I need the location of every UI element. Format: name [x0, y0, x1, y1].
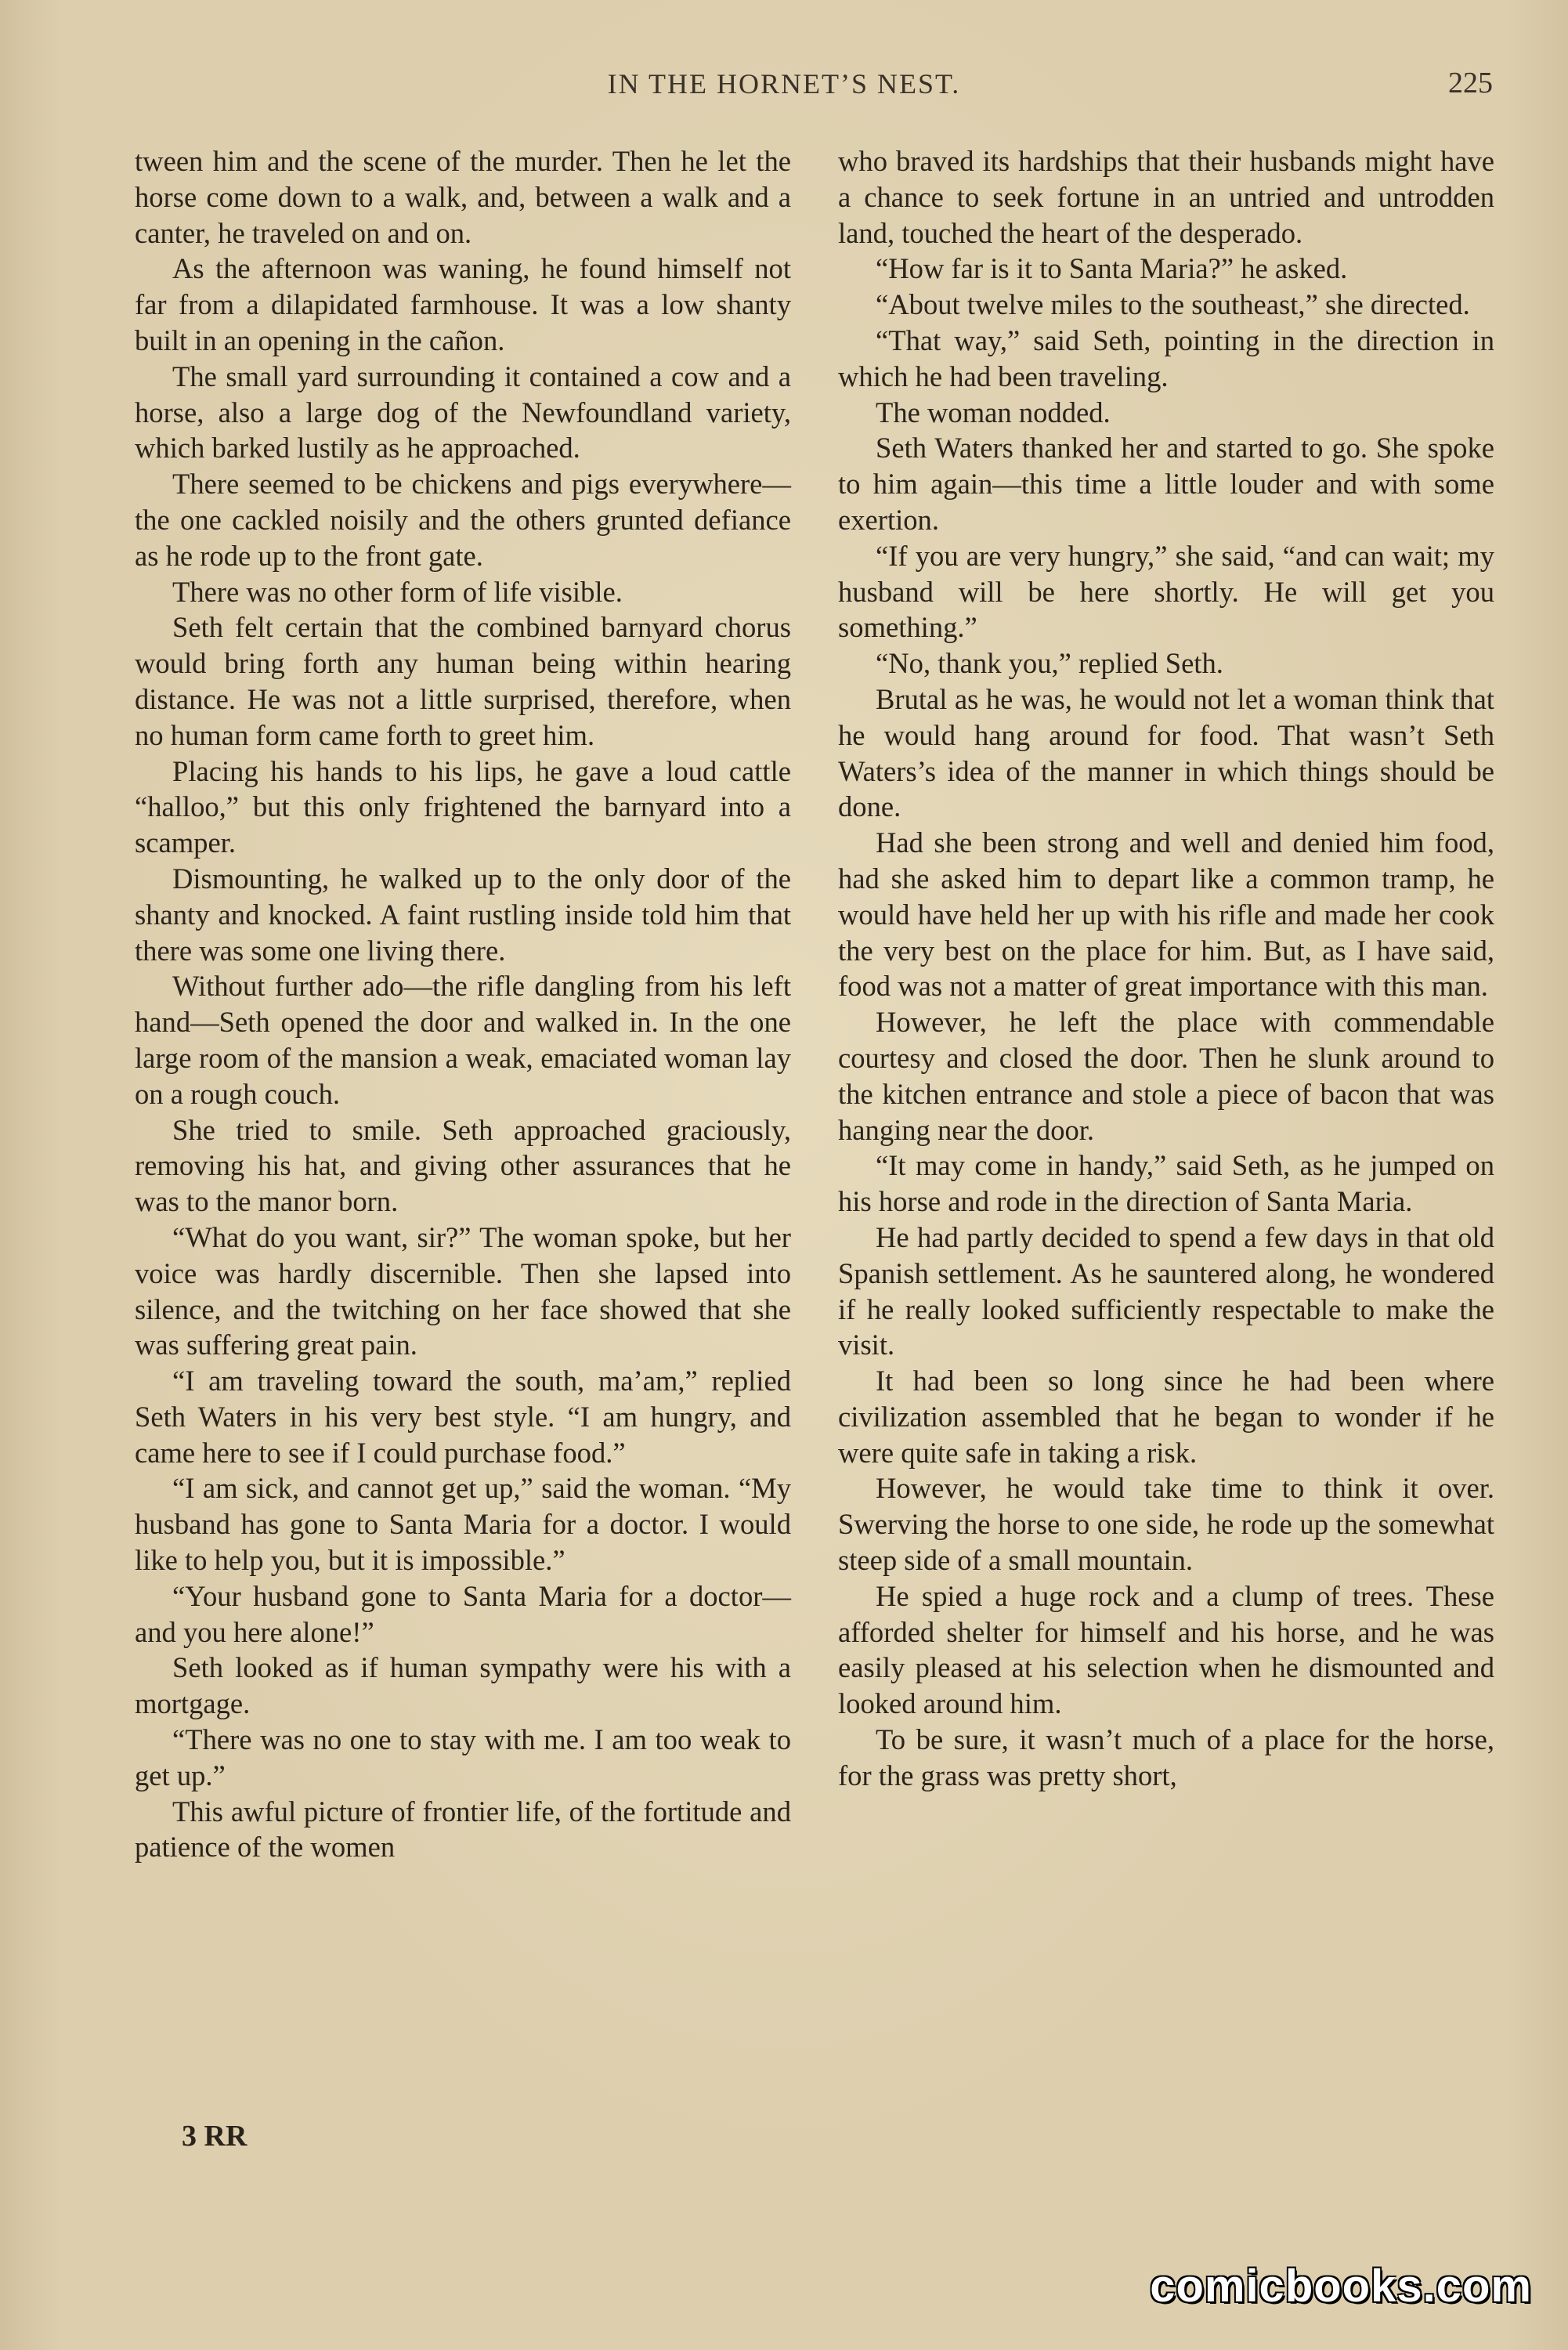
- paragraph: “How far is it to Santa Maria?” he asked.: [876, 252, 1348, 285]
- paragraph: “I am sick, and cannot get up,” said the woman. “My husband has gone to Santa Maria for a doctor. I would like to help you, but it is impossible.”: [135, 1472, 791, 1577]
- paragraph: The woman nodded.: [876, 396, 1111, 428]
- paragraph: “What do you want, sir?” The woman spoke, but her voice was hardly discernible. Then she lapsed into silence, and the twitching on her face showed that she was suffering great pain.: [135, 1220, 791, 1361]
- paragraph: The small yard surrounding it contained a cow and a horse, also a large dog of the Newfoundland variety, which barked lustily as he approached.: [135, 360, 791, 465]
- paragraph: “I am traveling toward the south, ma’am,” replied Seth Waters in his very best style. “I am hungry, and came here to see if I could purchase food.”: [135, 1365, 791, 1469]
- paragraph: Had she been strong and well and denied him food, had she asked him to depart like a common tramp, he would have held her up with his rifle and made her cook the very best on the place for him. But, as I have said, food was not a matter of great importance with this man.: [838, 826, 1494, 1003]
- watermark: comicbooks.com: [1150, 2261, 1532, 2312]
- paragraph: “About twelve miles to the southeast,” she directed.: [876, 288, 1470, 321]
- right-text-column: [838, 143, 1494, 1794]
- paragraph: However, he would take time to think it over. Swerving the horse to one side, he rode up the somewhat steep side of a small mountain.: [838, 1472, 1494, 1577]
- page-number: 225: [1448, 67, 1493, 99]
- paragraph: It had been so long since he had been where civilization assembled that he began to wonder if he were quite safe in taking a risk.: [838, 1365, 1494, 1469]
- paragraph: “It may come in handy,” said Seth, as he jumped on his horse and rode in the direction of Santa Maria.: [838, 1149, 1494, 1218]
- paragraph: Seth looked as if human sympathy were his with a mortgage.: [135, 1651, 791, 1720]
- paragraph: who braved its hardships that their husbands might have a chance to seek fortune in an untried and untrodden land, touched the heart of the desperado.: [838, 145, 1494, 249]
- paragraph: “No, thank you,” replied Seth.: [876, 647, 1223, 680]
- paragraph: This awful picture of frontier life, of the fortitude and patience of the women: [135, 1795, 791, 1864]
- paragraph: “If you are very hungry,” she said, “and can wait; my husband will be here shortly. He will get you something.”: [838, 539, 1494, 644]
- paragraph: There was no other form of life visible.: [172, 575, 623, 608]
- paragraph: “Your husband gone to Santa Maria for a doctor—and you here alone!”: [135, 1579, 791, 1648]
- left-text-column: [135, 143, 791, 1865]
- running-head: IN THE HORNET’S NEST.: [607, 68, 961, 99]
- signature-mark: 3 RR: [182, 2120, 247, 2153]
- paragraph: Seth felt certain that the combined barnyard chorus would bring forth any human being within hearing distance. He was not a little surprised, therefore, when no human form came forth to greet him.: [135, 611, 791, 751]
- paragraph: Dismounting, he walked up to the only door of the shanty and knocked. A faint rustling inside told him that there was some one living there.: [135, 862, 791, 967]
- paragraph: Placing his hands to his lips, he gave a loud cattle “halloo,” but this only frightened the barnyard into a scamper.: [135, 754, 791, 859]
- paragraph: Without further ado—the rifle dangling from his left hand—Seth opened the door and walked in. In the one large room of the mansion a weak, emaciated woman lay on a rough couch.: [135, 970, 791, 1110]
- paragraph: To be sure, it wasn’t much of a place for the horse, for the grass was pretty short,: [838, 1723, 1494, 1791]
- paragraph: Seth Waters thanked her and started to go. She spoke to him again—this time a little louder and with some exertion.: [838, 432, 1494, 536]
- paragraph: However, he left the place with commendable courtesy and closed the door. Then he slunk around to the kitchen entrance and stole a piece of bacon that was hanging near the door.: [838, 1006, 1494, 1146]
- paragraph: He spied a huge rock and a clump of trees. These afforded shelter for himself and his horse, and he was easily pleased at his selection when he dismounted and looked around him.: [838, 1579, 1494, 1720]
- paragraph: There seemed to be chickens and pigs everywhere—the one cackled noisily and the others grunted defiance as he rode up to the front gate.: [135, 468, 791, 572]
- paragraph: He had partly decided to spend a few days in that old Spanish settlement. As he sauntered along, he wondered if he really looked sufficiently respectable to make the visit.: [838, 1220, 1494, 1361]
- paragraph: Brutal as he was, he would not let a woman think that he would hang around for food. That wasn’t Seth Waters’s idea of the manner in which things should be done.: [838, 682, 1494, 823]
- paragraph: She tried to smile. Seth approached graciously, removing his hat, and giving other assurances that he was to the manor born.: [135, 1113, 791, 1218]
- paragraph: As the afternoon was waning, he found himself not far from a dilapidated farmhouse. It was a low shanty built in an opening in the cañon.: [135, 252, 791, 356]
- paragraph: “That way,” said Seth, pointing in the direction in which he had been traveling.: [838, 324, 1494, 392]
- paragraph: tween him and the scene of the murder. Then he let the horse come down to a walk, and, between a walk and a canter, he traveled on and on.: [135, 145, 791, 249]
- paragraph: “There was no one to stay with me. I am too weak to get up.”: [135, 1723, 791, 1791]
